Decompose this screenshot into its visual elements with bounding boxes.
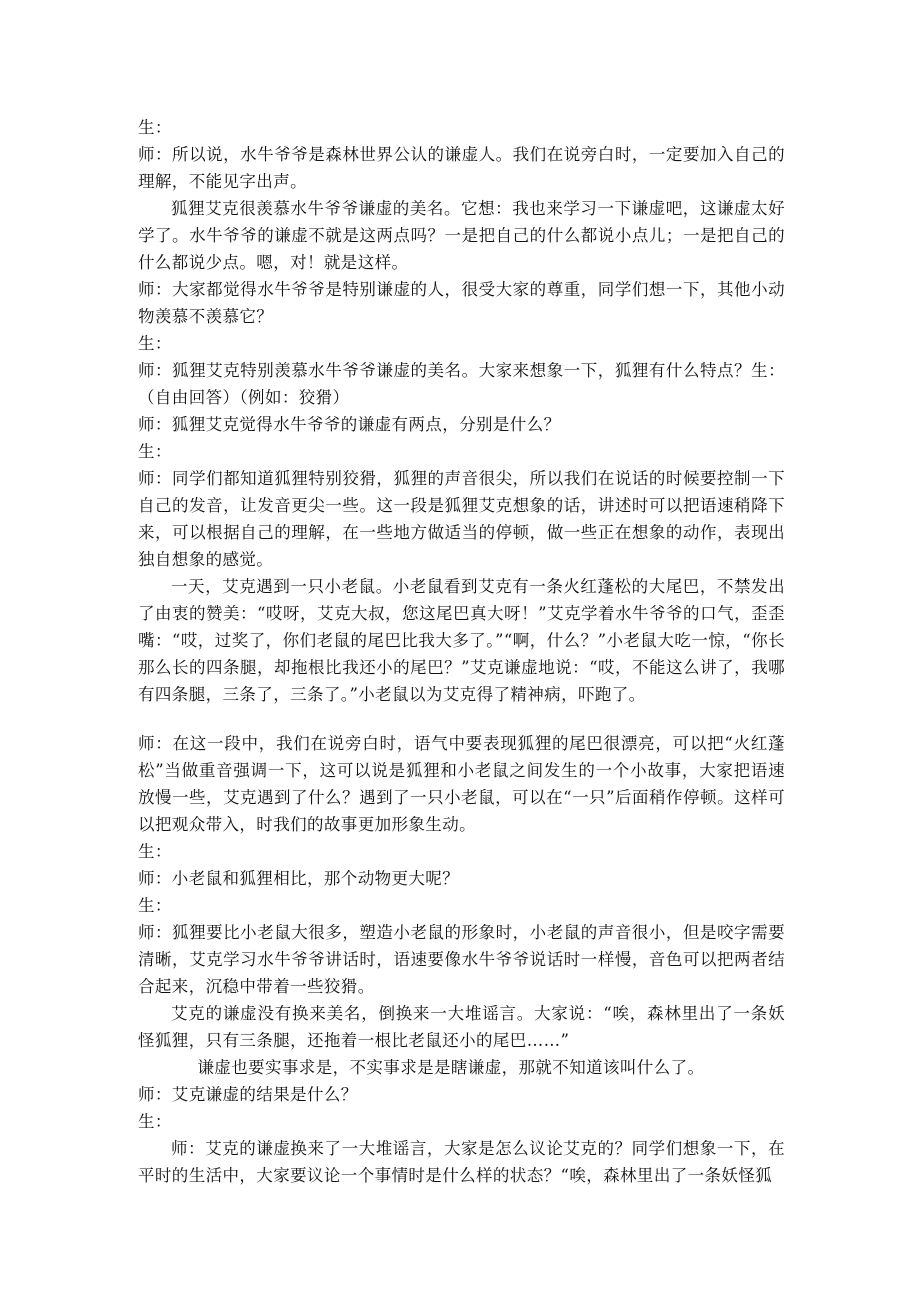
paragraph-17: 艾克的谦虚没有换来美名，倒换来一大堆谣言。大家说：“唉，森林里出了一条妖怪狐狸，只有三条腿，还拖着一根比老鼠还小的尾巴……”: [138, 1004, 785, 1050]
paragraph-15: 生：: [138, 896, 172, 915]
paragraph-8: 生：: [138, 442, 172, 461]
paragraph-6: 师：狐狸艾克特别羡慕水牛爷爷谦虚的美名。大家来想象一下，狐狸有什么特点？生：（自由回答）（例如：狡猾）: [138, 361, 785, 407]
paragraph-2: 师：所以说，水牛爷爷是森林世界公认的谦虚人。我们在说旁白时，一定要加入自己的理解，不能见字出声。: [138, 145, 785, 191]
paragraph-10: 一天，艾克遇到一只小老鼠。小老鼠看到艾克有一条火红蓬松的大尾巴，不禁发出了由衷的赞美：“哎呀，艾克大叔，您这尾巴真大呀！”艾克学着水牛爷爷的口气，歪歪嘴：“哎，过奖了，你们老鼠的尾巴比我大多了。”“啊，什么？”小老鼠大吃一惊，“你长那么长的四条腿，却拖根比我还小的尾巴？”艾克谦虚地说：“哎，不能这么讲了，我哪有四条腿，三条了，三条了。”小老鼠以为艾克得了精神病，吓跑了。: [138, 577, 785, 704]
paragraph-3: 狐狸艾克很羡慕水牛爷爷谦虚的美名。它想：我也来学习一下谦虚吧，这谦虚太好学了。水牛爷爷的谦虚不就是这两点吗？一是把自己的什么都说小点儿；一是把自己的什么都说少点。嗯，对！就是这样。: [138, 199, 785, 272]
paragraph-18: 谦虚也要实事求是，不实事求是是瞎谦虚，那就不知道该叫什么了。: [197, 1058, 705, 1077]
paragraph-gap: [138, 708, 785, 730]
paragraph-12: 师：在这一段中，我们在说旁白时，语气中要表现狐狸的尾巴很漂亮，可以把“火红蓬松”当做重音强调一下，这可以说是狐狸和小老鼠之间发生的一个小故事，大家把语速放慢一些，艾克遇到了什么？遇到了一只小老鼠，可以在“一只”后面稍作停顿。这样可以把观众带入，时我们的故事更加形象生动。: [138, 734, 785, 834]
paragraph-13: 生：: [138, 842, 172, 861]
paragraph-7: 师：狐狸艾克觉得水牛爷爷的谦虚有两点，分别是什么？: [138, 415, 561, 434]
paragraph-14: 师：小老鼠和狐狸相比，那个动物更大呢？: [138, 869, 460, 888]
paragraph-16: 师：狐狸要比小老鼠大很多，塑造小老鼠的形象时，小老鼠的声音很小，但是咬字需要清晰，艾克学习水牛爷爷讲话时，语速要像水牛爷爷说话时一样慢，音色可以把两者结合起来，沉稳中带着一些狡猾。: [138, 923, 785, 996]
paragraph-9: 师：同学们都知道狐狸特别狡猾，狐狸的声音很尖，所以我们在说话的时候要控制一下自己的发音，让发音更尖一些。这一段是狐狸艾克想象的话，讲述时可以把语速稍降下来，可以根据自己的理解，在一些地方做适当的停顿，做一些正在想象的动作，表现出独自想象的感觉。: [138, 469, 785, 569]
paragraph-20: 生：: [138, 1112, 172, 1131]
paragraph-1: 生：: [138, 118, 172, 137]
paragraph-4: 师：大家都觉得水牛爷爷是特别谦虚的人，很受大家的尊重，同学们想一下，其他小动物羡慕不羡慕它？: [138, 280, 785, 326]
paragraph-19: 师：艾克谦虚的结果是什么？: [138, 1085, 358, 1104]
paragraph-21: 师：艾克的谦虚换来了一大堆谣言，大家是怎么议论艾克的？同学们想象一下，在平时的生活中，大家要议论一个事情时是什么样的状态？“唉，森林里出了一条妖怪狐: [138, 1139, 785, 1185]
document-body: [138, 114, 785, 1189]
paragraph-5: 生：: [138, 334, 172, 353]
